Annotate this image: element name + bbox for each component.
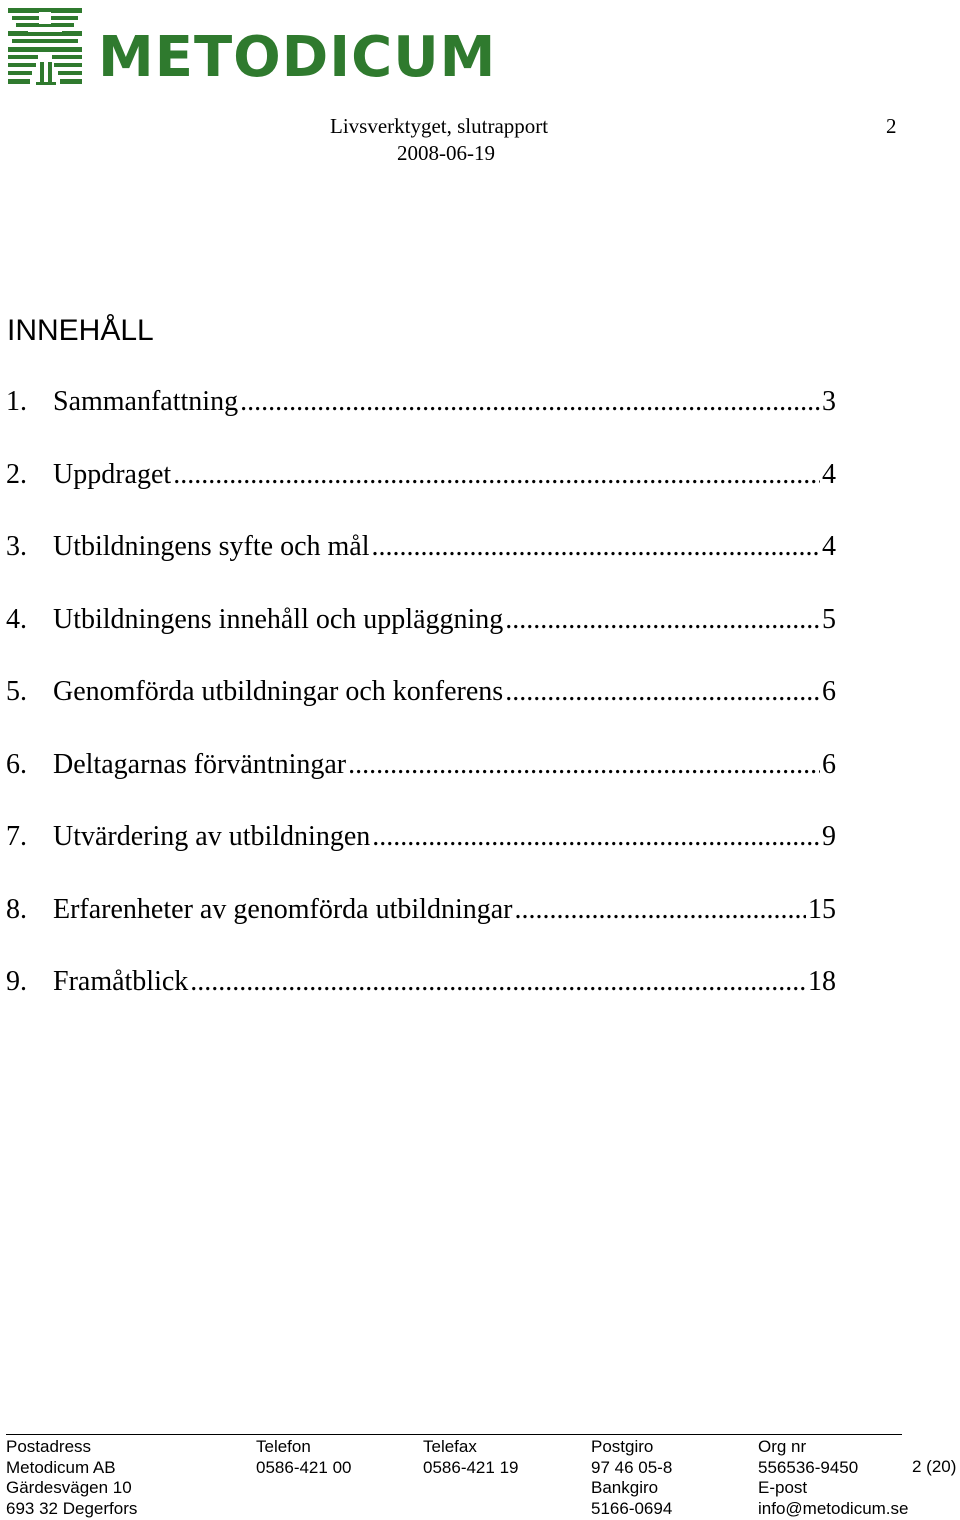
toc-entry[interactable] [6, 894, 836, 967]
toc-leader-dots [238, 386, 820, 418]
toc-entry-number: 7. [6, 821, 27, 852]
footer-label: Postgiro [591, 1437, 654, 1456]
toc-leader-dots [503, 604, 820, 636]
metodicum-logo [6, 4, 506, 90]
table-of-contents [6, 386, 836, 1039]
footer-company: Metodicum AB [6, 1457, 116, 1477]
toc-entry-title: Uppdraget [53, 458, 172, 490]
footer-telefon [256, 1437, 351, 1478]
toc-entry-number: 4. [6, 603, 27, 635]
footer-street: Gärdesvägen 10 [6, 1478, 132, 1497]
footer-label: E-post [758, 1478, 808, 1497]
toc-entry-title: Utbildningens syfte och mål [53, 531, 370, 562]
footer-fax: 0586-421 19 [423, 1457, 519, 1477]
toc-leader-dots [188, 966, 806, 998]
logo-wordmark: METODICUM [98, 25, 497, 90]
toc-entry[interactable] [6, 386, 836, 459]
toc-entry-page: 6 [822, 748, 836, 780]
footer-divider [6, 1434, 902, 1435]
toc-entry[interactable] [6, 821, 836, 894]
footer-label: Bankgiro [591, 1478, 659, 1497]
footer-label: Telefax [423, 1437, 477, 1456]
toc-heading: INNEHÅLL [7, 314, 154, 347]
toc-entry-number: 9. [6, 966, 27, 997]
footer-email[interactable]: info@metodicum.se [758, 1498, 909, 1518]
toc-entry-number: 2. [6, 458, 27, 490]
footer-page-count: 2 (20) [912, 1457, 957, 1476]
toc-entry-number: 8. [6, 893, 27, 925]
toc-entry-title: Sammanfattning [53, 386, 239, 417]
document-date: 2008-06-19 [397, 141, 495, 165]
toc-entry[interactable] [6, 676, 836, 749]
footer-orgnr: 556536-9450 [758, 1457, 859, 1477]
toc-entry-page: 4 [822, 531, 836, 562]
footer-label: Postadress [6, 1437, 92, 1456]
toc-entry-page: 18 [808, 966, 836, 997]
toc-leader-dots [503, 676, 820, 708]
toc-entry-title: Utbildningens innehåll och uppläggning [53, 603, 504, 635]
toc-entry-page: 9 [822, 821, 836, 852]
toc-entry-number: 1. [6, 386, 27, 417]
toc-entry[interactable] [6, 966, 836, 1039]
footer-phone: 0586-421 00 [256, 1457, 352, 1477]
footer-postadress [6, 1437, 137, 1519]
toc-leader-dots [370, 531, 820, 563]
toc-entry-page: 15 [808, 893, 836, 925]
toc-leader-dots [370, 821, 820, 853]
toc-entry-number: 5. [6, 676, 27, 707]
toc-leader-dots [346, 749, 820, 781]
footer-giro [591, 1437, 672, 1519]
footer-label: Org nr [758, 1437, 807, 1456]
toc-entry-title: Framåtblick [53, 966, 189, 997]
toc-entry-title: Erfarenheter av genomförda utbildningar [53, 893, 513, 925]
toc-entry-page: 5 [822, 603, 836, 635]
toc-entry-title: Deltagarnas förväntningar [53, 748, 347, 780]
header-page-number: 2 [886, 114, 897, 138]
footer-label: Telefon [256, 1437, 311, 1456]
toc-entry-number: 3. [6, 531, 27, 562]
footer-bankgiro: 5166-0694 [591, 1498, 673, 1518]
toc-entry-page: 3 [822, 386, 836, 417]
footer-postgiro: 97 46 05-8 [591, 1457, 673, 1477]
toc-entry-number: 6. [6, 748, 27, 780]
toc-entry[interactable] [6, 459, 836, 532]
toc-entry[interactable] [6, 749, 836, 822]
toc-entry-page: 6 [822, 676, 836, 707]
toc-leader-dots [171, 459, 820, 491]
footer-org [758, 1437, 909, 1519]
document-title: Livsverktyget, slutrapport [330, 114, 549, 138]
toc-entry-page: 4 [822, 458, 836, 490]
toc-entry[interactable] [6, 604, 836, 677]
toc-entry-title: Genomförda utbildningar och konferens [53, 676, 504, 707]
footer-telefax [423, 1437, 518, 1478]
vitruvian-man-icon [6, 4, 86, 88]
toc-entry-title: Utvärdering av utbildningen [53, 821, 371, 852]
toc-leader-dots [512, 894, 806, 926]
footer-city: 693 32 Degerfors [6, 1498, 138, 1518]
toc-entry[interactable] [6, 531, 836, 604]
